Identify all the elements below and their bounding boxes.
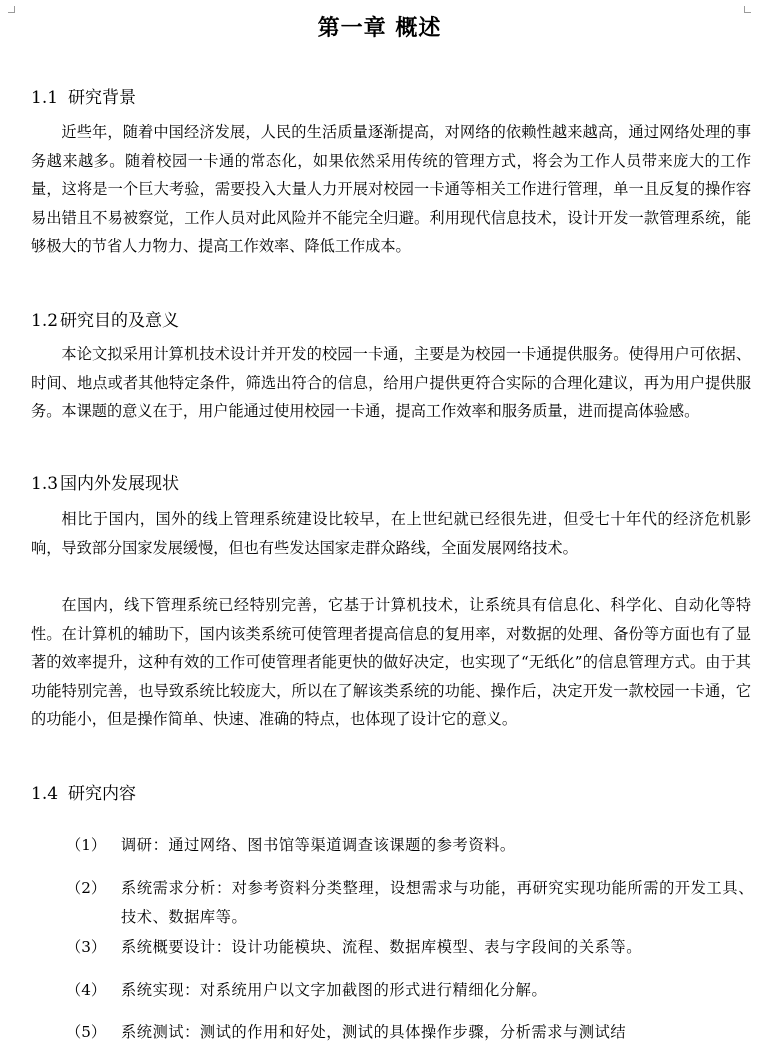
list-text: 调研：通过网络、图书馆等渠道调查该课题的参考资料。: [121, 836, 516, 854]
margin-corner-mark: [8, 6, 15, 13]
paragraph: 本论文拟采用计算机技术设计并开发的校园一卡通，主要是为校园一卡通提供服务。使得用户可依据、时间、地点或者其他特定条件，筛选出符合的信息，给用户提供更符合实际的合理化建议，再为用户提供服务。本课题的意义在于，用户能通过使用校园一卡通，提高工作效率和服务质量，进而提高体验感。: [31, 345, 751, 420]
list-item: [66, 831, 754, 860]
list-item: [66, 1018, 754, 1047]
section-number: 1.3: [31, 474, 59, 494]
list-text: 系统概要设计：设计功能模块、流程、数据库模型、表与字段间的关系等。: [121, 938, 642, 956]
paragraph: 近些年，随着中国经济发展，人民的生活质量逐渐提高，对网络的依赖性越来越高，通过网络处理的事务越来越多。随着校园一卡通的常态化，如果依然采用传统的管理方式，将会为工作人员带来庞大的工作量，这将是一个巨大考验，需要投入大量人力开展对校园一卡通等相关工作进行管理，单一且反复的操作容易出错且不易被察觉，工作人员对此风险并不能完全归避。利用现代信息技术，设计开发一款管理系统，能够极大的节省人力物力、提高工作效率、降低工作成本。: [31, 123, 751, 255]
section-title: 国内外发展现状: [60, 474, 180, 494]
list-item: [66, 976, 754, 1005]
section-title: 研究目的及意义: [60, 311, 180, 331]
section-title: 研究内容: [68, 784, 137, 804]
chapter-title: 第一章 概述: [317, 16, 442, 41]
list-number: （1）: [66, 836, 107, 854]
list-number: （2）: [66, 879, 107, 897]
section-heading: [31, 782, 136, 806]
section-title: 研究背景: [68, 88, 137, 108]
list-item: [66, 933, 754, 962]
list-number: （4）: [66, 981, 107, 999]
list-number: （3）: [66, 938, 107, 956]
section-heading: [31, 309, 179, 333]
section-number: 1.1: [31, 88, 59, 108]
list-text: 系统测试：测试的作用和好处，测试的具体操作步骤，分析需求与测试结: [121, 1023, 627, 1041]
section-heading: [31, 472, 179, 496]
section-number: 1.2: [31, 311, 59, 331]
paragraph: 相比于国内，国外的线上管理系统建设比较早，在上世纪就已经很先进，但受七十年代的经济危机影响，导致部分国家发展缓慢，但也有些发达国家走群众路线，全面发展网络技术。: [31, 510, 751, 557]
section-number: 1.4: [31, 784, 59, 804]
list-number: （5）: [66, 1023, 107, 1041]
margin-corner-mark: [744, 6, 751, 13]
paragraph: 在国内，线下管理系统已经特别完善，它基于计算机技术，让系统具有信息化、科学化、自动化等特性。在计算机的辅助下，国内该类系统可使管理者提高信息的复用率，对数据的处理、备份等方面也有了显著的效率提升，这种有效的工作可使管理者能更快的做好决定，也实现了“无纸化”的信息管理方式。由于其功能特别完善，也导致系统比较庞大，所以在了解该类系统的功能、操作后，决定开发一款校园一卡通，它的功能小，但是操作简单、快速、准确的特点，也体现了设计它的意义。: [31, 596, 751, 728]
list-text: 系统需求分析：对参考资料分类整理，设想需求与功能，再研究实现功能所需的开发工具、技术、数据库等。: [121, 879, 754, 926]
list-item: [66, 874, 754, 931]
list-text: 系统实现：对系统用户以文字加截图的形式进行精细化分解。: [121, 981, 548, 999]
section-heading: [31, 86, 136, 110]
